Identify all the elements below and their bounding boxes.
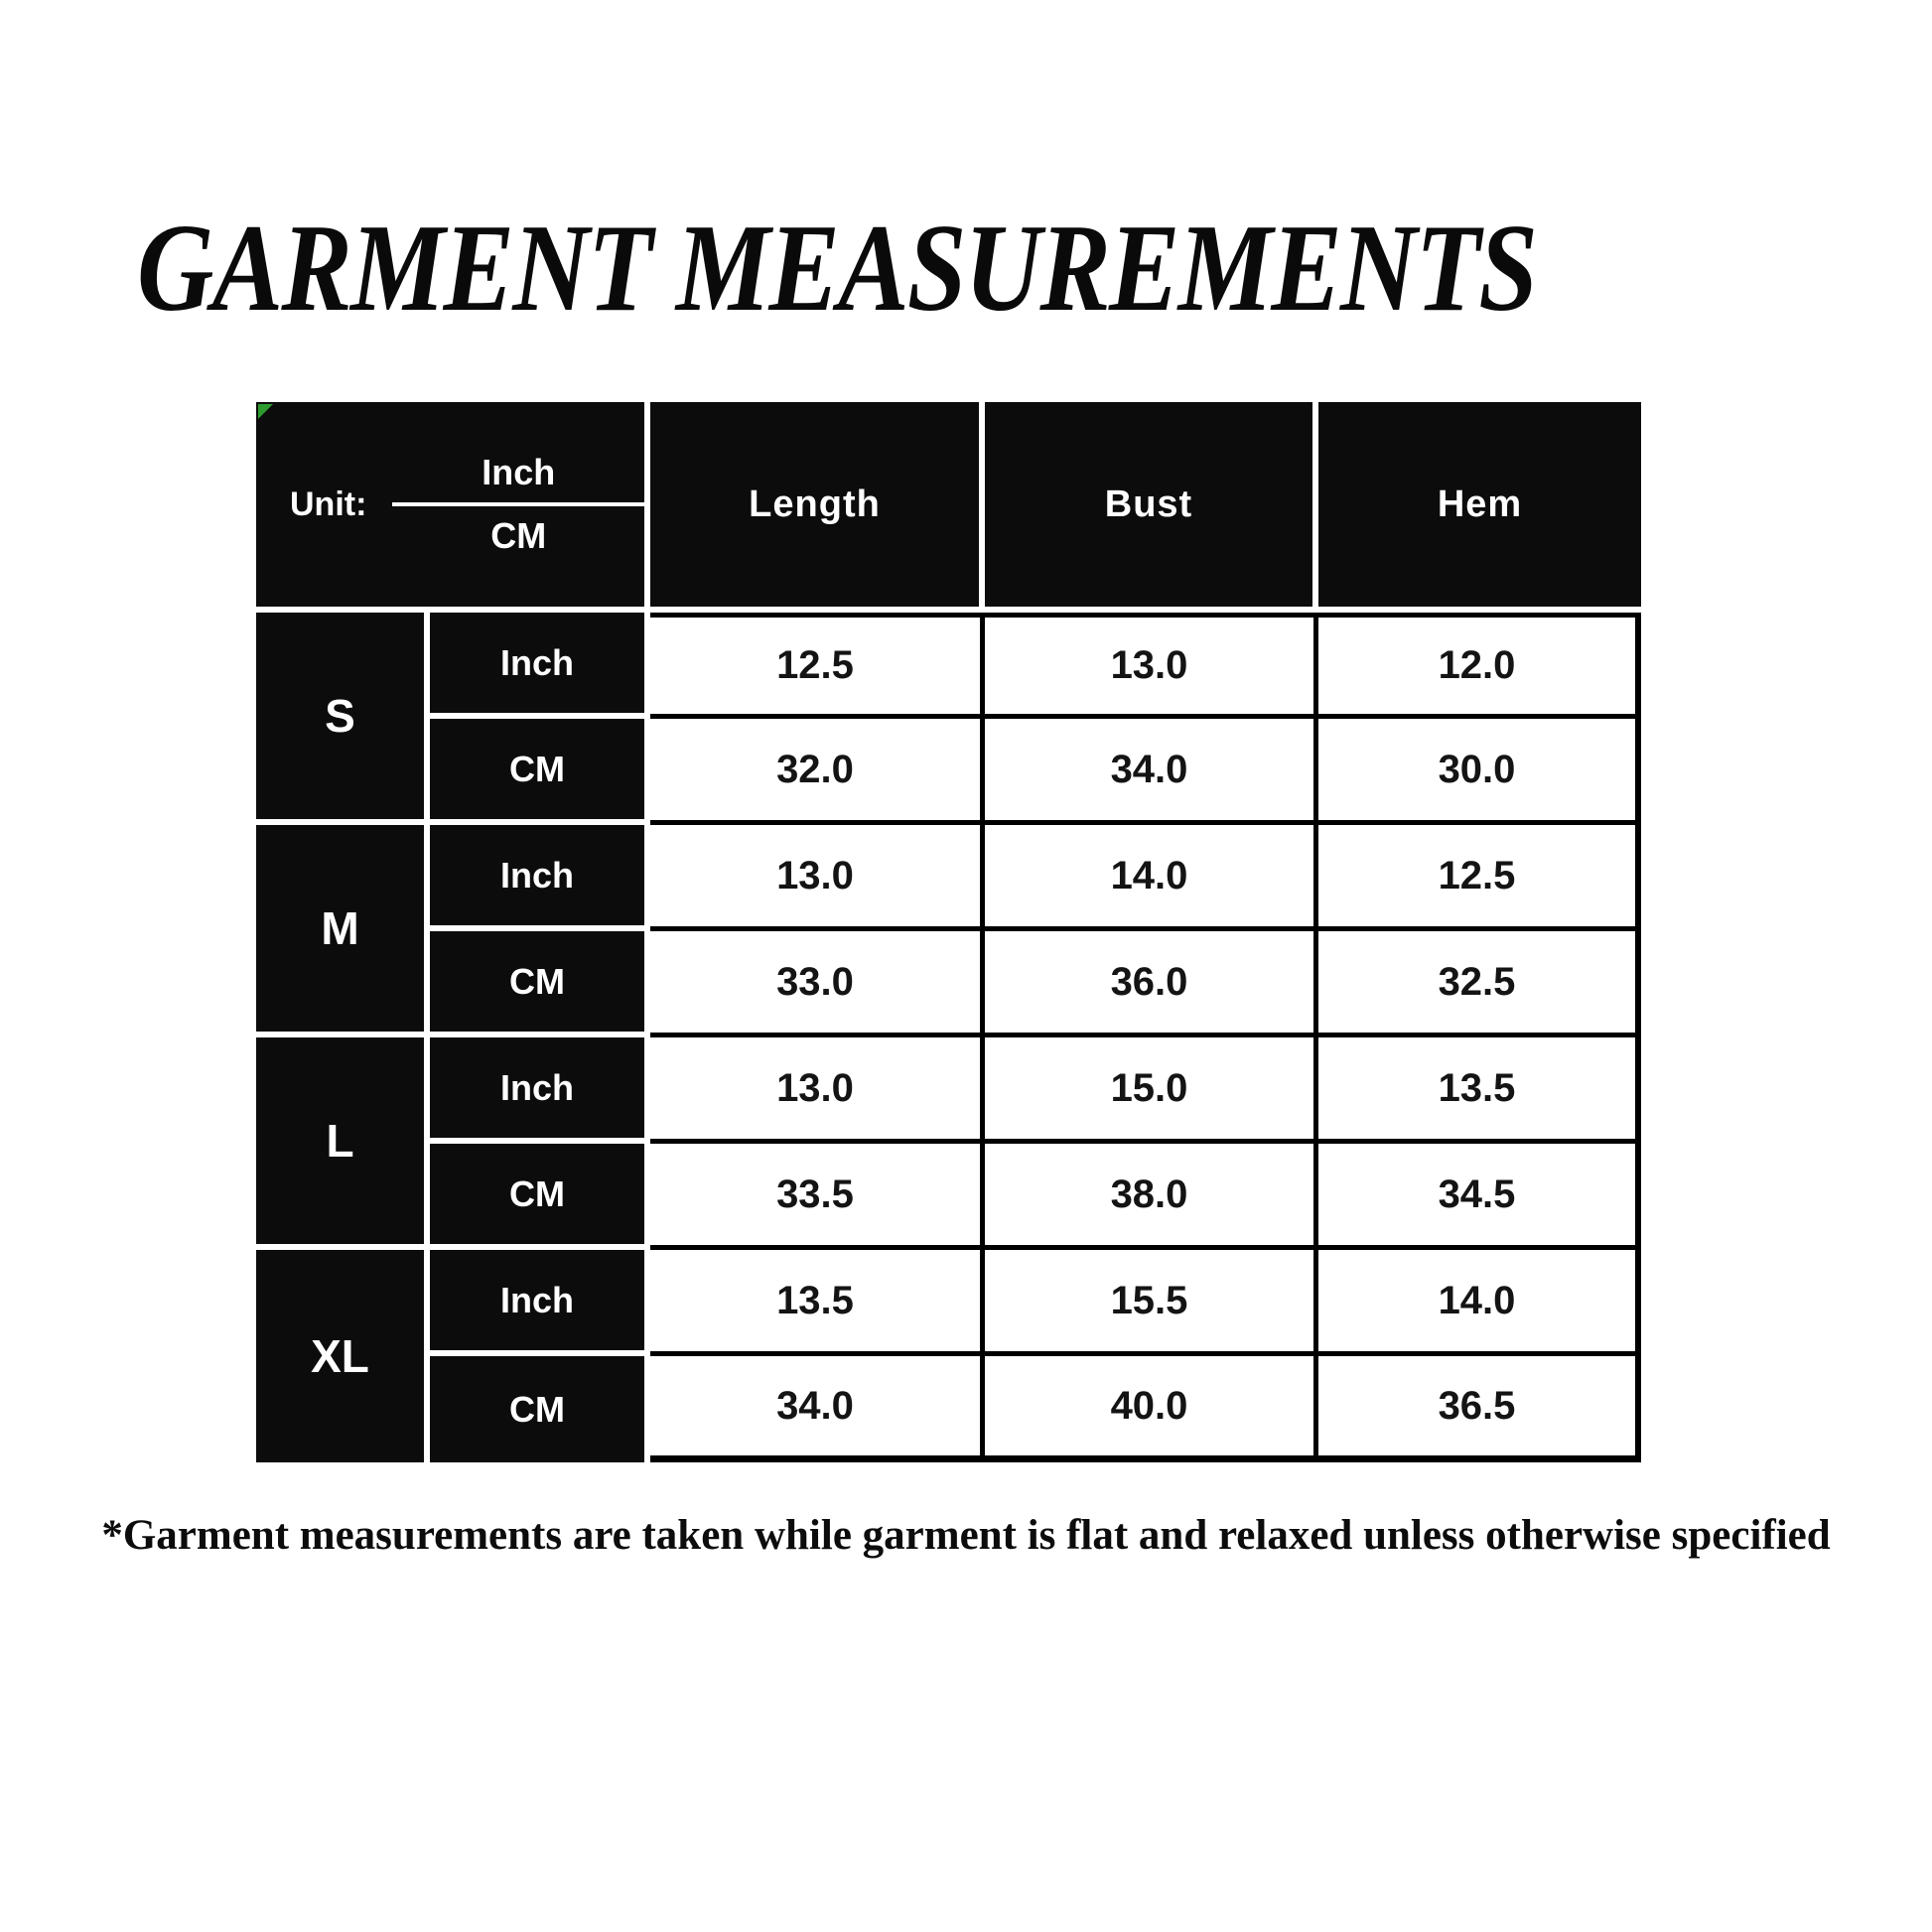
unit-fraction bbox=[392, 452, 644, 557]
table-cell-xl-cm-hem: 36.5 bbox=[1318, 1356, 1641, 1462]
table-cell-xl-inch-length: 13.5 bbox=[650, 1250, 985, 1356]
table-cell-s-cm-bust: 34.0 bbox=[985, 719, 1318, 825]
unit-cell: Inch bbox=[430, 613, 650, 719]
column-header-length: Length bbox=[650, 402, 985, 613]
size-chart-table bbox=[256, 402, 1641, 1462]
column-header-hem: Hem bbox=[1318, 402, 1641, 613]
table-cell-xl-inch-hem: 14.0 bbox=[1318, 1250, 1641, 1356]
table-cell-s-cm-length: 32.0 bbox=[650, 719, 985, 825]
size-cell-m: M bbox=[256, 825, 430, 1037]
table-cell-xl-inch-bust: 15.5 bbox=[985, 1250, 1318, 1356]
unit-cell: CM bbox=[430, 1144, 650, 1250]
unit-fraction-inch: Inch bbox=[392, 452, 644, 506]
table-cell-m-cm-bust: 36.0 bbox=[985, 931, 1318, 1037]
table-cell-l-cm-hem: 34.5 bbox=[1318, 1144, 1641, 1250]
table-cell-s-inch-hem: 12.0 bbox=[1318, 613, 1641, 719]
table-cell-l-inch-hem: 13.5 bbox=[1318, 1037, 1641, 1144]
page-title: GARMENT MEASUREMENTS bbox=[137, 200, 1537, 338]
unit-header-cell bbox=[256, 402, 650, 613]
size-cell-s: S bbox=[256, 613, 430, 825]
unit-cell: Inch bbox=[430, 1037, 650, 1144]
table-cell-xl-cm-bust: 40.0 bbox=[985, 1356, 1318, 1462]
unit-cell: Inch bbox=[430, 1250, 650, 1356]
table-cell-l-cm-bust: 38.0 bbox=[985, 1144, 1318, 1250]
table-cell-m-cm-hem: 32.5 bbox=[1318, 931, 1641, 1037]
unit-label: Unit: bbox=[290, 484, 367, 523]
cell-corner-marker-icon bbox=[258, 404, 273, 419]
table-cell-l-cm-length: 33.5 bbox=[650, 1144, 985, 1250]
unit-cell: CM bbox=[430, 1356, 650, 1462]
unit-cell: Inch bbox=[430, 825, 650, 931]
table-cell-m-inch-bust: 14.0 bbox=[985, 825, 1318, 931]
table-cell-s-inch-bust: 13.0 bbox=[985, 613, 1318, 719]
table-cell-m-cm-length: 33.0 bbox=[650, 931, 985, 1037]
unit-fraction-cm: CM bbox=[490, 515, 547, 556]
table-cell-s-cm-hem: 30.0 bbox=[1318, 719, 1641, 825]
size-cell-xl: XL bbox=[256, 1250, 430, 1462]
table-cell-l-inch-bust: 15.0 bbox=[985, 1037, 1318, 1144]
unit-cell: CM bbox=[430, 931, 650, 1037]
table-cell-s-inch-length: 12.5 bbox=[650, 613, 985, 719]
table-cell-l-inch-length: 13.0 bbox=[650, 1037, 985, 1144]
table-cell-m-inch-length: 13.0 bbox=[650, 825, 985, 931]
table-cell-m-inch-hem: 12.5 bbox=[1318, 825, 1641, 931]
size-cell-l: L bbox=[256, 1037, 430, 1250]
unit-cell: CM bbox=[430, 719, 650, 825]
column-header-bust: Bust bbox=[985, 402, 1318, 613]
table-cell-xl-cm-length: 34.0 bbox=[650, 1356, 985, 1462]
measurement-footnote: *Garment measurements are taken while garment is flat and relaxed unless otherwise specified bbox=[101, 1512, 1831, 1559]
